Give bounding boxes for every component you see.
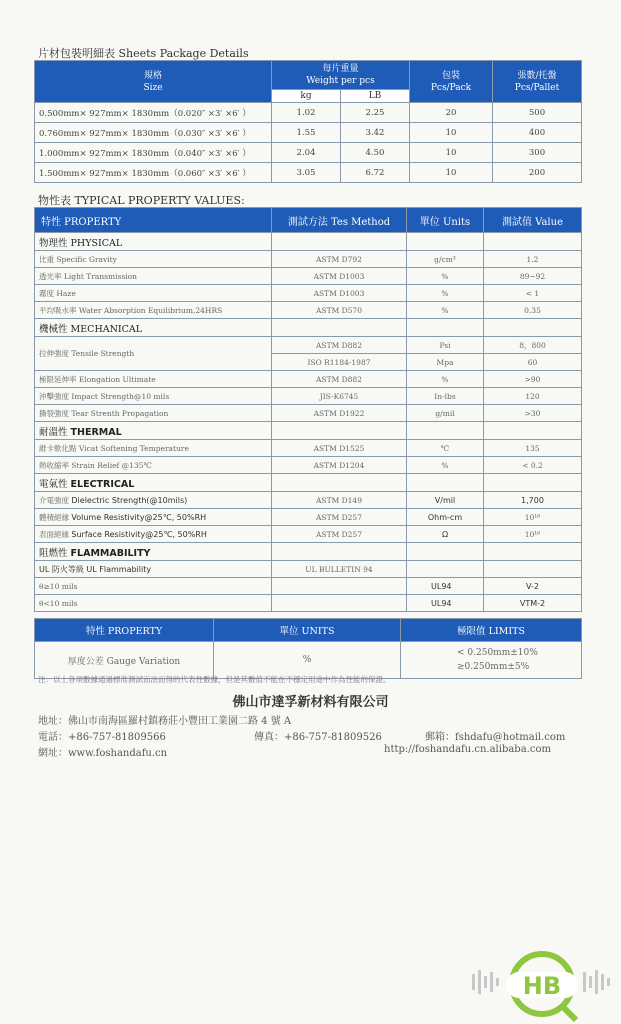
table-row: 介電強度 Dielectric Strength(@10mils) ASTM D149 V/mil 1,700: [35, 492, 582, 509]
table-row: 維卡軟化點 Vicat Softening Temperature ASTM D1525 ℃ 135: [35, 440, 582, 457]
pallet-header: 張數/托盤 Pcs/Pallet: [493, 61, 582, 103]
gauge-limits-header: 極限值 LIMITS: [401, 619, 582, 642]
table-row: 體積絕緣 Volume Resistivity@25℃, 50%RH ASTM D257 Ohm-cm 10¹⁶: [35, 509, 582, 526]
table-row: 1.500mm× 927mm× 1830mm（0.060″ ×3′ ×6′ ） 3.05 6.72 10 200: [35, 163, 582, 183]
footnote: 注：以上各項數據通過標准測試而法而得的代表性數據，但是其數值不能在不穩定用途中作為性能的保證。: [38, 675, 391, 684]
table-row: ISO R1184-1987 Mpa 60: [35, 354, 582, 371]
table-row: 0.760mm× 927mm× 1830mm（0.030″ ×3′ ×6′ ） 1.55 3.42 10 400: [35, 123, 582, 143]
company-address: 地址：佛山市南海區羅村鎮務莊小豐田工業園二路 4 號 A: [38, 716, 292, 727]
table-row: 撕裂強度 Tear Strenth Propagation ASTM D1922 g/mil >30: [35, 405, 582, 422]
weight-header: 每片重量 Weight per pcs: [272, 61, 410, 90]
category-physical: 物理性 PHYSICAL: [35, 233, 582, 251]
lb-header: LB: [341, 90, 410, 103]
value-header: 測試值 Value: [484, 208, 582, 233]
table-row: 沖擊強度 Impact Strength@10 mils JIS-K6745 In-lbs 120: [35, 388, 582, 405]
table-row: 極限延伸率 Elongation Ultimate ASTM D882 % >90: [35, 371, 582, 388]
company-website: 網址：www.foshandafu.cn: [38, 748, 168, 759]
table-row: 表面絕緣 Surface Resistivity@25℃, 50%RH ASTM D257 Ω 10¹⁶: [35, 526, 582, 543]
category-electrical: 電氣性 ELECTRICAL: [35, 474, 582, 492]
table-row: 熱收縮率 Strain Relief @135℃ ASTM D1204 % < 0.2: [35, 457, 582, 474]
company-email: 郵箱：fshdafu@hotmail.com: [425, 732, 566, 743]
company-fax: 傳真：+86-757-81809526: [254, 732, 382, 743]
table-row: 平均吸水率 Water Absorption Equilibrium,24HRS ASTM D570 % 0.35: [35, 302, 582, 319]
table-row: θ≥10 mils UL94 V-2: [35, 578, 582, 595]
pack-header: 包裝 Pcs/Pack: [410, 61, 493, 103]
method-header: 測試方法 Tes Method: [272, 208, 407, 233]
table-row: 霧度 Haze ASTM D1003 % < 1: [35, 285, 582, 302]
company-name: 佛山市達孚新材料有限公司: [232, 695, 389, 710]
kg-header: kg: [272, 90, 341, 103]
hb-logo: [466, 944, 616, 1024]
sheets-section-title: 片材包裝明細表 Sheets Package Details: [38, 47, 249, 60]
property-values-table: [34, 207, 582, 612]
company-alibaba-link: http://foshandafu.cn.alibaba.com: [384, 744, 551, 755]
gauge-property-header: 特性 PROPERTY: [35, 619, 214, 642]
company-phone: 電話：+86-757-81809566: [38, 732, 166, 743]
table-row: 比重 Specific Gravity ASTM D792 g/cm³ 1.2: [35, 251, 582, 268]
table-row: 拉伸強度 Tensile Strength ASTM D882 Psi 8，800: [35, 337, 582, 354]
category-thermal: 耐溫性 THERMAL: [35, 422, 582, 440]
category-flammability: 阻燃性 FLAMMABILITY: [35, 543, 582, 561]
category-mechanical: 機械性 MECHANICAL: [35, 319, 582, 337]
size-header: 規格 Size: [35, 61, 272, 103]
table-row: 1.000mm× 927mm× 1830mm（0.040″ ×3′ ×6′ ） 2.04 4.50 10 300: [35, 143, 582, 163]
table-row: 厚度公差 Gauge Variation % < 0.250mm±10% ≥0.250mm±5%: [35, 642, 582, 679]
table-row: 透光率 Light Transmission ASTM D1003 % 89~92: [35, 268, 582, 285]
logo-text: HB: [522, 972, 562, 1000]
property-header: 特性 PROPERTY: [35, 208, 272, 233]
table-row: UL 防火等級 UL Flammability UL BULLETIN 94: [35, 561, 582, 578]
gauge-variation-table: [34, 618, 582, 679]
table-row: 0.500mm× 927mm× 1830mm（0.020″ ×3′ ×6′ ） 1.02 2.25 20 500: [35, 103, 582, 123]
sheets-package-table: [34, 60, 582, 183]
table-row: θ<10 mils UL94 VTM-2: [35, 595, 582, 612]
unit-header: 單位 Units: [407, 208, 484, 233]
gauge-units-header: 單位 UNITS: [214, 619, 401, 642]
properties-section-title: 物性表 TYPICAL PROPERTY VALUES:: [38, 194, 245, 207]
